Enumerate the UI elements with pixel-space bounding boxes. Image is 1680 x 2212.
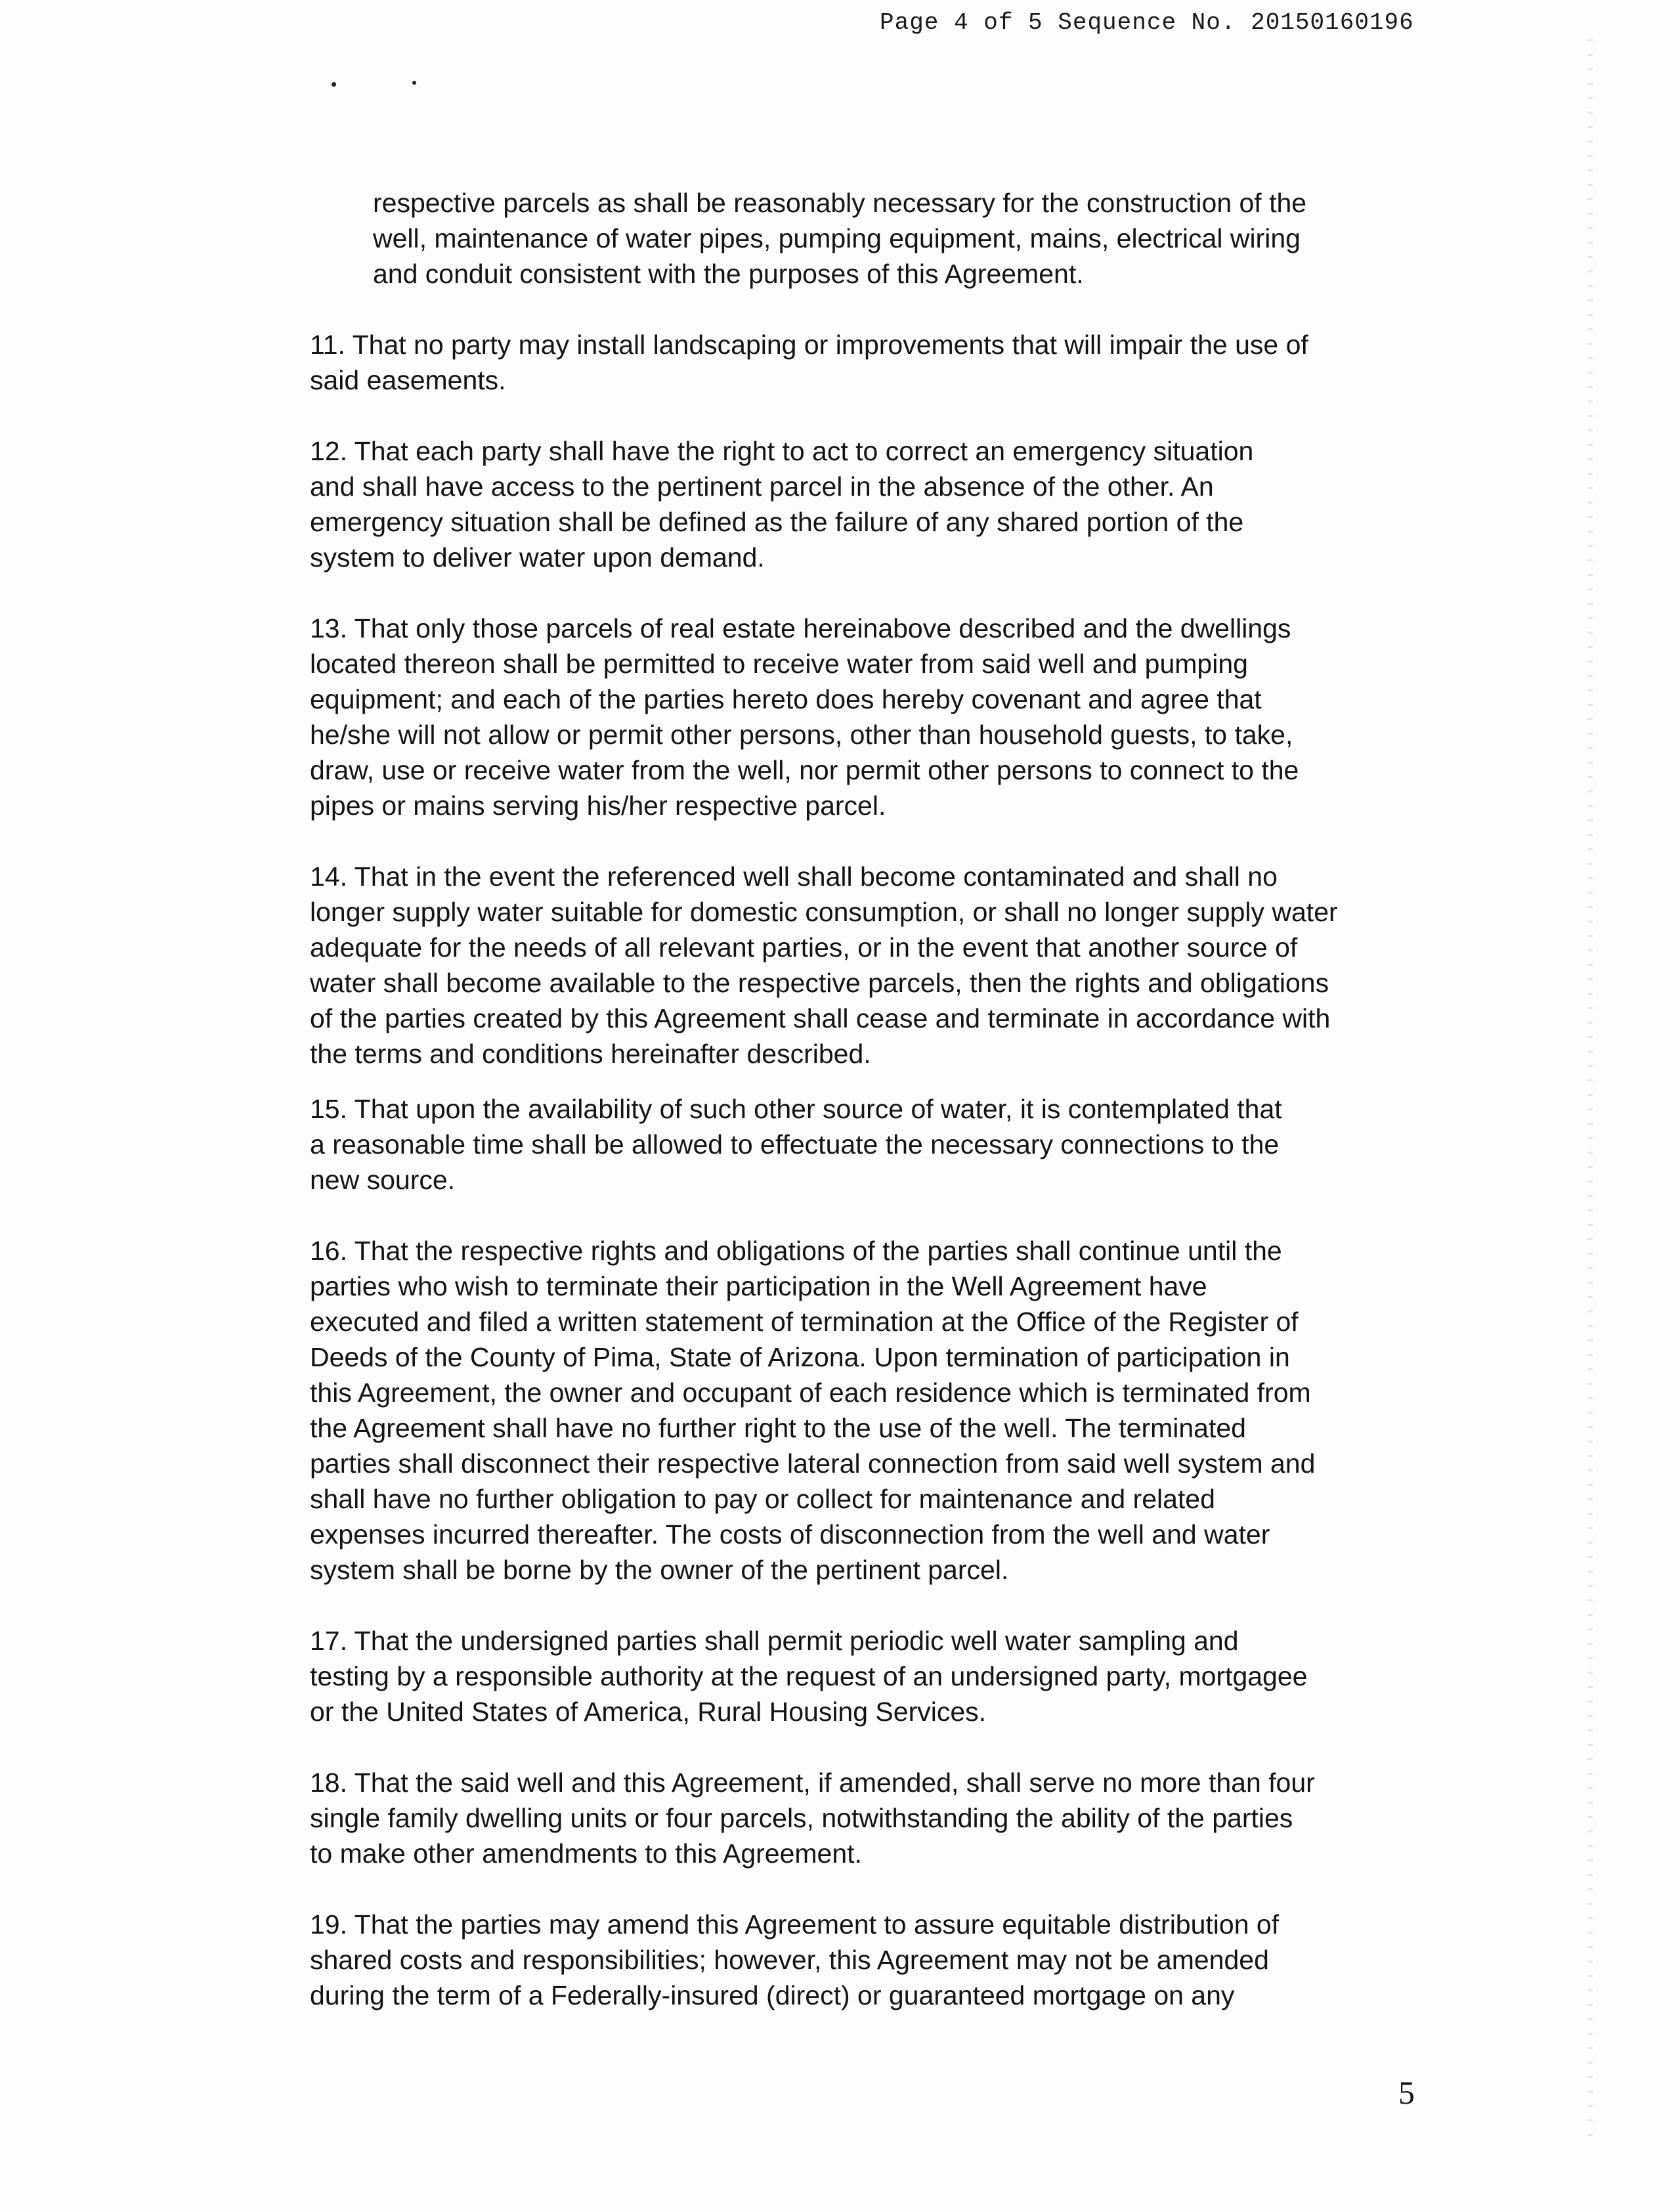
paragraph-13 <box>310 611 1465 823</box>
text-line: shared costs and responsibilities; however, this Agreement may not be amended <box>310 1945 1269 1975</box>
text-line: adequate for the needs of all relevant parties, or in the event that another source of <box>310 932 1298 963</box>
text-line: 18. That the said well and this Agreement, if amended, shall serve no more than four <box>310 1767 1315 1798</box>
text-line: pipes or mains serving his/her respective parcel. <box>310 791 886 821</box>
scan-speck <box>332 82 336 87</box>
text-line: 12. That each party shall have the right to act to correct an emergency situation <box>310 436 1254 466</box>
text-line: draw, use or receive water from the well, nor permit other persons to connect to the <box>310 755 1299 785</box>
text-line: parties who wish to terminate their participation in the Well Agreement have <box>310 1271 1207 1301</box>
text-line: 16. That the respective rights and obligations of the parties shall continue until the <box>310 1236 1282 1266</box>
scan-speck <box>412 81 416 85</box>
text-line: 13. That only those parcels of real estate hereinabove described and the dwellings <box>310 613 1291 643</box>
text-line: a reasonable time shall be allowed to effectuate the necessary connections to the <box>310 1129 1280 1160</box>
text-line: respective parcels as shall be reasonably necessary for the construction of the <box>373 188 1307 218</box>
text-line: the Agreement shall have no further right to the use of the well. The terminated <box>310 1413 1246 1443</box>
text-line: to make other amendments to this Agreement. <box>310 1838 862 1869</box>
paragraph-11 <box>310 327 1465 398</box>
text-line: 17. That the undersigned parties shall permit periodic well water sampling and <box>310 1626 1239 1656</box>
text-line: well, maintenance of water pipes, pumping equipment, mains, electrical wiring <box>373 223 1301 253</box>
scan-edge-marks <box>1587 39 1593 2140</box>
text-line: 19. That the parties may amend this Agreement to assure equitable distribution of <box>310 1909 1280 1940</box>
agreement-body <box>310 185 1465 2049</box>
text-line: and shall have access to the pertinent parcel in the absence of the other. An <box>310 471 1214 502</box>
text-line: said easements. <box>310 365 506 395</box>
text-line: executed and filed a written statement of termination at the Office of the Register of <box>310 1307 1299 1337</box>
text-line: Deeds of the County of Pima, State of Arizona. Upon termination of participation in <box>310 1342 1290 1372</box>
text-line: of the parties created by this Agreement shall cease and terminate in accordance with <box>310 1003 1331 1033</box>
text-line: expenses incurred thereafter. The costs of disconnection from the well and water <box>310 1519 1270 1550</box>
paragraph-continuation <box>310 185 1465 292</box>
text-line: during the term of a Federally-insured (direct) or guaranteed mortgage on any <box>310 1980 1235 2010</box>
text-line: parties shall disconnect their respective lateral connection from said well system and <box>310 1448 1316 1479</box>
text-line: new source. <box>310 1165 456 1195</box>
text-line: system shall be borne by the owner of the pertinent parcel. <box>310 1555 1009 1585</box>
text-line: 11. That no party may install landscaping or improvements that will impair the use of <box>310 330 1308 360</box>
paragraph-17 <box>310 1623 1465 1729</box>
text-line: this Agreement, the owner and occupant of each residence which is terminated from <box>310 1377 1311 1408</box>
page-sequence-header: Page 4 of 5 Sequence No. 20150160196 <box>880 9 1414 36</box>
text-line: testing by a responsible authority at the request of an undersigned party, mortgagee <box>310 1661 1308 1691</box>
text-line: or the United States of America, Rural Housing Services. <box>310 1697 987 1727</box>
text-line: water shall become available to the respective parcels, then the rights and obligations <box>310 968 1329 998</box>
paragraph-14 <box>310 859 1465 1072</box>
text-line: the terms and conditions hereinafter described. <box>310 1039 871 1069</box>
paragraph-16 <box>310 1233 1465 1588</box>
paragraph-18 <box>310 1765 1465 1871</box>
paragraph-19 <box>310 1907 1465 2013</box>
text-line: located thereon shall be permitted to receive water from said well and pumping <box>310 649 1248 679</box>
text-line: single family dwelling units or four parcels, notwithstanding the ability of the parties <box>310 1803 1293 1833</box>
page-number: 5 <box>1398 2074 1415 2111</box>
text-line: 14. That in the event the referenced well shall become contaminated and shall no <box>310 861 1278 892</box>
paragraph-15 <box>310 1091 1465 1198</box>
text-line: and conduit consistent with the purposes of this Agreement. <box>373 259 1084 289</box>
text-line: longer supply water suitable for domestic consumption, or shall no longer supply water <box>310 897 1338 927</box>
text-line: equipment; and each of the parties hereto does hereby covenant and agree that <box>310 684 1262 714</box>
text-line: emergency situation shall be defined as the failure of any shared portion of the <box>310 507 1244 537</box>
text-line: system to deliver water upon demand. <box>310 542 765 573</box>
text-line: he/she will not allow or permit other persons, other than household guests, to take, <box>310 720 1293 750</box>
paragraph-12 <box>310 433 1465 575</box>
text-line: 15. That upon the availability of such other source of water, it is contemplated that <box>310 1094 1282 1124</box>
text-line: shall have no further obligation to pay or collect for maintenance and related <box>310 1484 1215 1514</box>
